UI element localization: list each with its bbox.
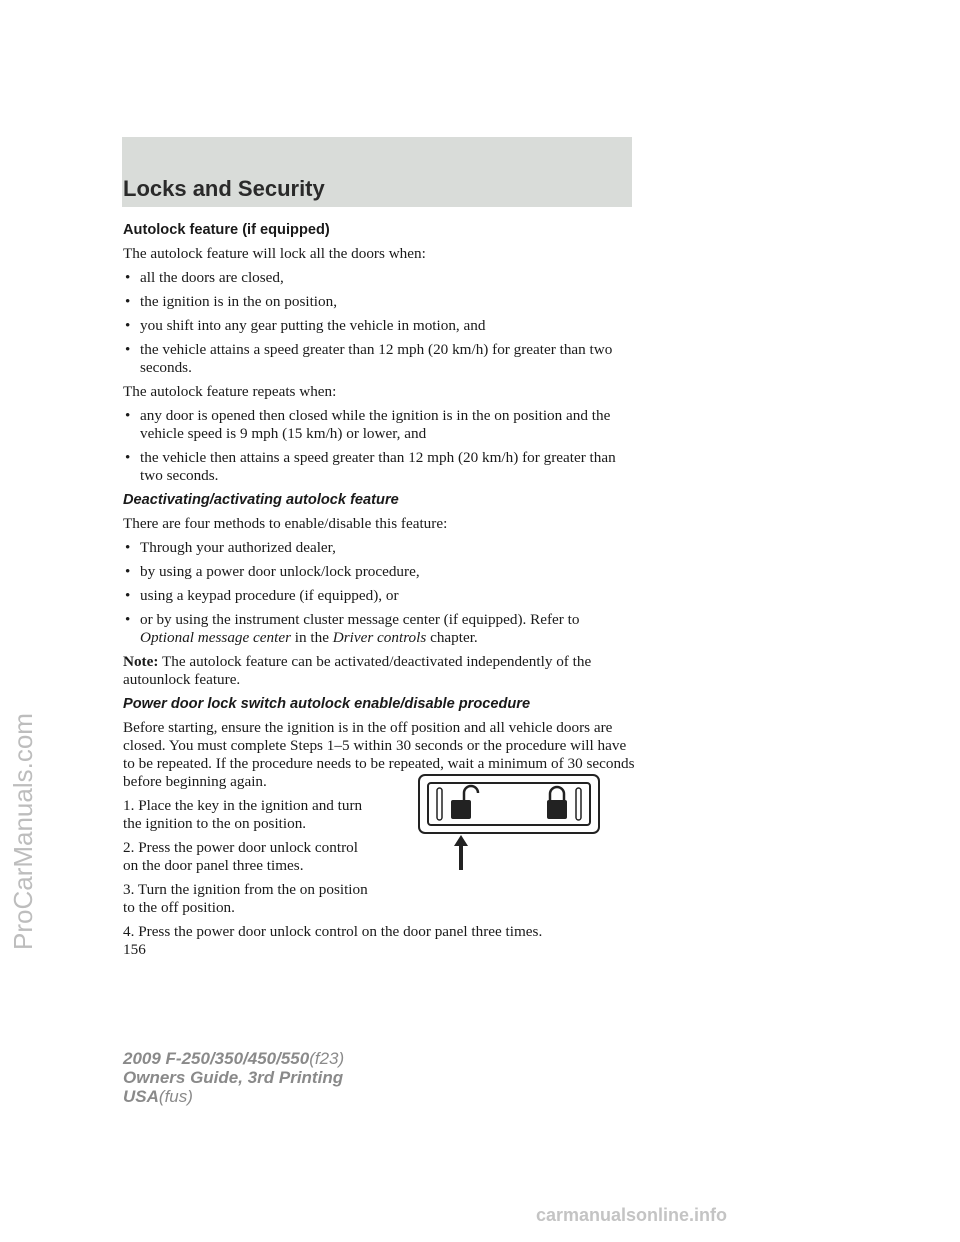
- step-item: 1. Place the key in the ignition and turn the ignition to the on position.: [123, 797, 363, 832]
- list-item: • by using a power door unlock/lock procedure,: [123, 563, 635, 581]
- autolock-intro: The autolock feature will lock all the doors when:: [123, 245, 426, 262]
- footer-model: 2009 F-250/350/450/550: [123, 1049, 310, 1068]
- lock-icon: [547, 787, 567, 819]
- deactivating-intro: There are four methods to enable/disable this feature:: [123, 515, 448, 532]
- procedure-intro: Before starting, ensure the ignition is in the off position and all vehicle doors are closed. You must complete Steps 1–5 within 30 seconds or the procedure will have to be repeated. If the procedure needs to be repeated, wait a minimum of 30 seconds before beginning again.: [123, 719, 635, 790]
- list-item: • the ignition is in the on position,: [123, 293, 635, 311]
- list-item: • using a keypad procedure (if equipped), or: [123, 587, 635, 605]
- list-item: • Through your authorized dealer,: [123, 539, 635, 557]
- page-number: 156: [123, 941, 146, 958]
- pointer-arrow-icon: [454, 835, 468, 870]
- list-item: • you shift into any gear putting the vehicle in motion, and: [123, 317, 635, 335]
- list-item: • any door is opened then closed while the ignition is in the on position and the vehicle speed is 9 mph (15 km/h) or lower, and: [123, 407, 635, 443]
- footer-line: [123, 1087, 344, 1106]
- cross-reference: Driver controls: [332, 629, 427, 646]
- step-item: 3. Turn the ignition from the on position to the off position.: [123, 881, 368, 916]
- side-watermark-text: ProCarManuals.com: [8, 713, 38, 950]
- page-header-title: Locks and Security: [123, 176, 325, 201]
- note-label: Note:: [123, 653, 159, 670]
- autolock-conditions-list: [123, 269, 635, 377]
- list-item: • the vehicle attains a speed greater than 12 mph (20 km/h) for greater than two seconds.: [123, 341, 635, 377]
- section-heading-procedure: Power door lock switch autolock enable/disable procedure: [123, 696, 531, 712]
- list-item: • all the doors are closed,: [123, 269, 635, 287]
- methods-list: [123, 539, 635, 647]
- bullet-text: chapter.: [426, 629, 478, 646]
- door-lock-switch-diagram: [418, 773, 600, 873]
- bullet-text: in the: [291, 629, 333, 646]
- note: [123, 653, 635, 689]
- autolock-repeat-list: [123, 407, 635, 485]
- bottom-watermark: carmanualsonline.info: [536, 1205, 728, 1225]
- section-heading-deactivating: Deactivating/activating autolock feature: [123, 492, 399, 508]
- footer-region: USA: [123, 1087, 159, 1106]
- footer-model-code: (f23): [309, 1049, 345, 1068]
- unlock-icon: [451, 786, 478, 819]
- side-watermark: [8, 520, 48, 950]
- list-item: [123, 611, 635, 647]
- cross-reference: Optional message center: [140, 629, 291, 646]
- step-item: 4. Press the power door unlock control on the door panel three times.: [123, 923, 543, 940]
- autolock-repeat-intro: The autolock feature repeats when:: [123, 383, 337, 400]
- steps-list: [123, 797, 373, 917]
- switch-ridge-left: [437, 788, 442, 820]
- list-item: • the vehicle then attains a speed greater than 12 mph (20 km/h) for greater than two seconds.: [123, 449, 635, 485]
- bullet-text: or by using the instrument cluster message center (if equipped). Refer to: [140, 611, 580, 628]
- document-footer: [123, 1049, 344, 1106]
- switch-ridge-right: [576, 788, 581, 820]
- footer-region-code: (fus): [158, 1087, 193, 1106]
- footer-guide: Owners Guide, 3rd Printing: [123, 1068, 344, 1087]
- footer-line: [123, 1049, 344, 1068]
- step-item: 2. Press the power door unlock control on the door panel three times.: [123, 839, 358, 874]
- section-heading-autolock: Autolock feature (if equipped): [123, 222, 330, 238]
- note-text: The autolock feature can be activated/deactivated independently of the autounlock feature.: [123, 653, 592, 688]
